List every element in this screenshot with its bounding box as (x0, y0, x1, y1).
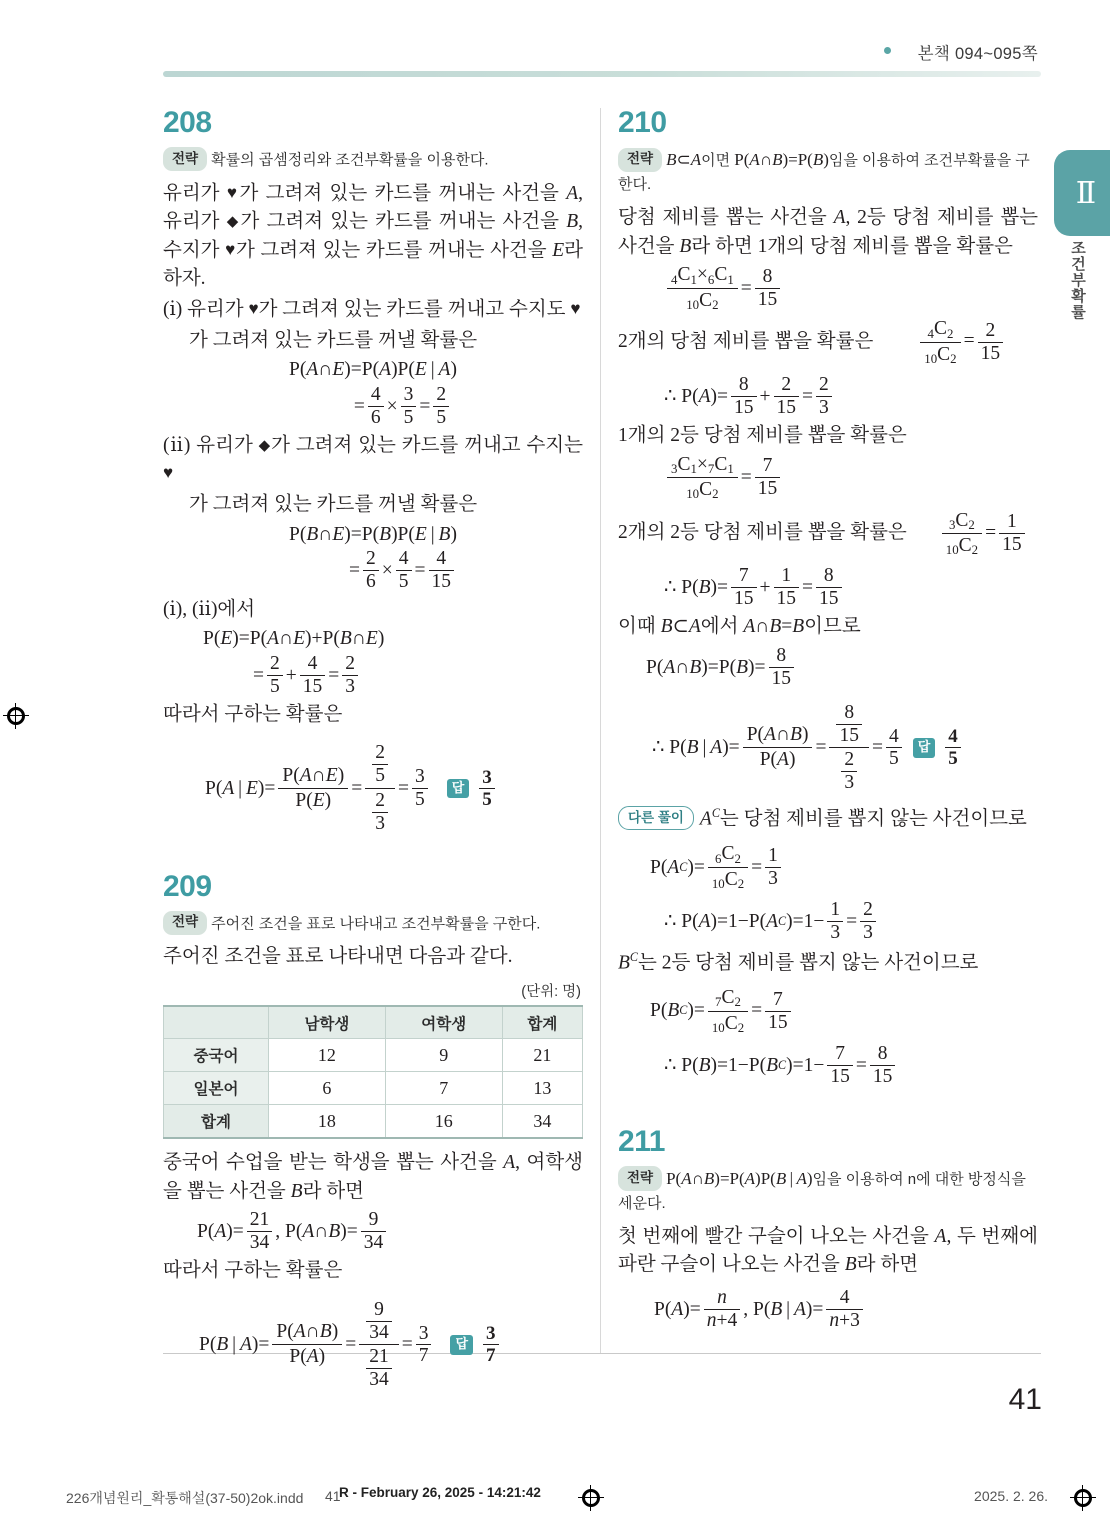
table-col-header-0: 남학생 (269, 1006, 386, 1039)
equation-208-1: P(A∩E)=P(A)P(E | A) (289, 359, 457, 381)
problem-208-therefore: 따라서 구하는 확률은 (163, 703, 343, 725)
strategy-text: 확률의 곱셈정리와 조건부확률을 이용한다. (211, 151, 489, 169)
right-column (618, 108, 1038, 1335)
problem-208-intro: 유리가 ♥가 그려져 있는 카드를 꺼내는 사건을 A, 유리가 ◆가 그려져 있는 카드를 꺼내는 사건을 B, 수지가 ♥가 그려져 있는 카드를 꺼내는 사건을 E라 하자. (163, 182, 584, 290)
strategy-line (163, 911, 583, 937)
chapter-tab-label: 조건부확률 (1069, 240, 1086, 320)
answer-badge: 답 (913, 738, 936, 757)
answer-210 (913, 727, 964, 769)
equation-210-2-line: 2개의 당첨 제비를 뽑을 확률은 $\frac{_4C_2}{_{10}C_2}$ = $\frac{2}{15}$ (618, 319, 1038, 365)
equation-208-6: = $\frac{2}{5}$ + $\frac{4}{15}$ = $\frac{2}{3}$ (163, 654, 583, 697)
answer-numerator: 4 (945, 727, 961, 748)
problem-210-line2: 2개의 당첨 제비를 뽑을 확률은 (618, 330, 874, 352)
equation-210-5-line: 2개의 2등 당첨 제비를 뽑을 확률은 $\frac{_3C_2}{_{10}C_2}$ = $\frac{1}{15}$ (618, 511, 1038, 557)
footer-page: 41 (325, 1488, 341, 1504)
alt-solution-line2: $B^C$는 2등 당첨 제비를 뽑지 않는 사건이므로 (618, 949, 979, 974)
table-col-header-2: 합계 (502, 1006, 582, 1039)
print-footer (0, 1485, 1110, 1518)
strategy-text: 임을 이용하여 n에 대한 방정식을 세운다. (618, 1170, 1026, 1212)
answer-badge: 답 (447, 779, 470, 798)
table-cell-0-1: 9 (385, 1039, 502, 1072)
answer-209 (450, 1324, 501, 1366)
problem-number: 209 (163, 869, 212, 903)
alt-solution-text2: 는 2등 당첨 제비를 뽑지 않는 사건이므로 (637, 952, 979, 974)
equation-208-5: P(E)=P(A∩E)+P(B∩E) (203, 628, 385, 650)
table-row (164, 1072, 583, 1105)
problem-208-case-i-cont: 가 그려져 있는 카드를 꺼낼 확률은 (189, 329, 478, 351)
problem-209-therefore: 따라서 구하는 확률은 (163, 1260, 343, 1281)
problem-209-events: 중국어 수업을 받는 학생을 뽑는 사건을 A, 여학생을 뽑는 사건을 B라 하면 (163, 1151, 583, 1202)
equation-210-final: ∴ P( B | A )= $\frac{P(A\cap B)}{P(A)}$ = $\frac{\frac{8}{15}}{\frac{2}{3}}$ = $\frac{4}{5}$ 답 $\frac{4}{5}$ (618, 703, 1038, 794)
answer-208 (447, 768, 498, 810)
table-unit-note: (단위: 명) (521, 983, 581, 1000)
chapter-tab (1054, 150, 1110, 236)
strategy-badge: 전략 (163, 147, 207, 171)
header-bullet-icon (884, 47, 891, 54)
problem-210 (618, 108, 1038, 1087)
problem-208-from-cases: (ⅰ), (ⅱ)에서 (163, 598, 256, 620)
chapter-numeral: Ⅱ (1075, 176, 1097, 210)
strategy-line (163, 147, 583, 173)
footer-filename: 226개념원리_확통해설(37-50)2ok.indd (66, 1490, 304, 1506)
table-cell-2-1: 16 (385, 1105, 502, 1138)
answer-value (476, 768, 498, 810)
equation-210-1: $\frac{_4C_1\times_6C_1}{_{10}C_2}$ = $\frac{8}{15}$ (618, 265, 1038, 311)
footer-timestamp: R - February 26, 2025 - 14:21:42 (339, 1485, 541, 1500)
strategy-badge: 전략 (163, 911, 207, 935)
strategy-line: 전략 B⊂A이면 P(A∩B)=P(B)임을 이용하여 조건부확률을 구한다. (618, 147, 1038, 197)
equation-209-1: P( A )= $\frac{21}{34}$ , P( A ∩ B )= $\frac{9}{34}$ (163, 1210, 583, 1253)
table-cell-1-2: 13 (502, 1072, 582, 1105)
table-row-header-0: 중국어 (164, 1039, 269, 1072)
strategy-badge: 전략 (618, 1166, 662, 1190)
problem-210-intro: 당첨 제비를 뽑는 사건을 A, 2등 당첨 제비를 뽑는 사건을 B라 하면 1개의 당첨 제비를 뽑을 확률은 (618, 207, 1038, 257)
table-cell-1-1: 7 (385, 1072, 502, 1105)
strategy-text: 임을 이용하여 조건부확률을 구한다. (618, 152, 1030, 193)
equation-208-3: P(B∩E)=P(B)P(E | B) (289, 523, 457, 545)
table-cell-0-0: 12 (269, 1039, 386, 1072)
strategy-text: 주어진 조건을 표로 나타내고 조건부확률을 구한다. (211, 915, 541, 933)
answer-value (942, 727, 964, 769)
strategy-line: 전략 P(A∩B)=P(A)P(B | A)임을 이용하여 n에 대한 방정식을 세운다. (618, 1166, 1038, 1216)
equation-alt-1: P( A C )= $\frac{_6C_2}{_{10}C_2}$ = $\frac{1}{3}$ (618, 844, 1038, 890)
equation-211-1: P( A )= $\frac{n}{n+4}$ , P( B | A )= $\frac{4}{n+3}$ (618, 1288, 1038, 1331)
equation-209-final: P( B | A )= $\frac{P(A\cap B)}{P(A)}$ = $\frac{\frac{9}{34}}{\frac{21}{34}}$ = $\frac{3}{7}$ 답 $\frac{3}{7}$ (163, 1300, 583, 1391)
table-cell-0-2: 21 (502, 1039, 582, 1072)
problem-209 (163, 869, 583, 1391)
problem-number: 210 (618, 106, 667, 139)
alt-solution-210 (618, 805, 1038, 1087)
column-divider (600, 108, 601, 1353)
footer-date: 2025. 2. 26. (974, 1488, 1048, 1504)
problem-number: 208 (163, 106, 212, 139)
table-row (164, 1039, 583, 1072)
table-row (164, 1105, 583, 1138)
alt-solution-badge: 다른 풀이 (618, 806, 694, 831)
alt-solution-line1: 다른 풀이 $A^C$는 당첨 제비를 뽑지 않는 사건이므로 (618, 805, 1038, 834)
registration-mark-icon (3, 703, 29, 729)
equation-210-7: P( A ∩ B )=P( B )= $\frac{8}{15}$ (618, 646, 1038, 689)
table-cell-1-0: 6 (269, 1072, 386, 1105)
page-number: 41 (1008, 1383, 1042, 1416)
page-header (0, 0, 1110, 90)
table-col-header-1: 여학생 (385, 1006, 502, 1039)
table-209 (163, 1005, 583, 1139)
answer-denominator: 5 (482, 789, 492, 811)
answer-badge: 답 (450, 1335, 473, 1354)
equation-alt-4: ∴ P( B )=1−P( B C )=1− $\frac{7}{15}$ = $\frac{8}{15}$ (618, 1044, 1038, 1087)
problem-number: 211 (618, 1124, 665, 1158)
equation-210-4: $\frac{_3C_1\times_7C_1}{_{10}C_2}$ = $\frac{7}{15}$ (618, 455, 1038, 501)
problem-208-case-ii-cont: 가 그려져 있는 카드를 꺼낼 확률은 (189, 493, 478, 515)
alt-solution-text1: 는 당첨 제비를 뽑지 않는 사건이므로 (719, 808, 1027, 830)
equation-208-4: = $\frac{2}{6}$ × $\frac{4}{5}$ = $\frac{4}{15}$ (163, 549, 583, 592)
table-cell-2-2: 34 (502, 1105, 582, 1138)
table-corner-cell (164, 1006, 269, 1039)
equation-alt-2: ∴ P( A )=1−P( A C )=1− $\frac{1}{3}$ = $\frac{2}{3}$ (618, 900, 1038, 943)
equation-208-final: P( A | E )= $\frac{P(A\cap E)}{P(E)}$ = $\frac{\frac{2}{5}}{\frac{2}{3}}$ = $\frac{3}{5}$ 답 $\frac{3}{5}$ (163, 743, 583, 834)
header-reference: 본책 094~095쪽 (917, 45, 1038, 63)
registration-mark-icon (1070, 1485, 1096, 1511)
table-row-header-2: 합계 (164, 1105, 269, 1138)
problem-211-intro: 첫 번째에 빨간 구슬이 나오는 사건을 A, 두 번째에 파란 구슬이 나오는 사건을 B라 하면 (618, 1225, 1038, 1276)
answer-value (480, 1324, 502, 1366)
problem-209-intro: 주어진 조건을 표로 나타내면 다음과 같다. (163, 946, 513, 968)
answer-numerator: 3 (483, 1324, 499, 1345)
equation-210-6: ∴ P( B )= $\frac{7}{15}$ + $\frac{1}{15}$ = $\frac{8}{15}$ (618, 566, 1038, 609)
equation-208-2: = $\frac{4}{6}$ × $\frac{3}{5}$ = $\frac{2}{5}$ (163, 385, 583, 428)
problem-208 (163, 108, 583, 834)
equation-alt-3: P( B C )= $\frac{_7C_2}{_{10}C_2}$ = $\frac{7}{15}$ (618, 988, 1038, 1034)
table-cell-2-0: 18 (269, 1105, 386, 1138)
registration-mark-icon (578, 1485, 604, 1511)
table-header-row (164, 1006, 583, 1039)
problem-208-case-i: (ⅰ) 유리가 ♥가 그려져 있는 카드를 꺼내고 수지도 ♥ (163, 299, 581, 321)
problem-210-line4: 2개의 2등 당첨 제비를 뽑을 확률은 (618, 522, 907, 544)
header-rule (163, 71, 1041, 77)
problem-210-line5: 이때 B⊂A에서 A∩B=B이므로 (618, 616, 861, 638)
answer-denominator: 5 (948, 748, 958, 770)
equation-210-3: ∴ P( A )= $\frac{8}{15}$ + $\frac{2}{15}$ = $\frac{2}{3}$ (618, 375, 1038, 418)
strategy-badge: 전략 (618, 148, 662, 172)
problem-211 (618, 1124, 1038, 1331)
answer-numerator: 3 (479, 768, 495, 789)
problem-208-case-ii: (ⅱ) 유리가 ◆가 그려져 있는 카드를 꺼내고 수지는 ♥ (163, 434, 583, 483)
table-row-header-1: 일본어 (164, 1072, 269, 1105)
problem-210-line3: 1개의 2등 당첨 제비를 뽑을 확률은 (618, 424, 907, 446)
left-column (163, 108, 583, 1394)
answer-denominator: 7 (486, 1345, 496, 1367)
